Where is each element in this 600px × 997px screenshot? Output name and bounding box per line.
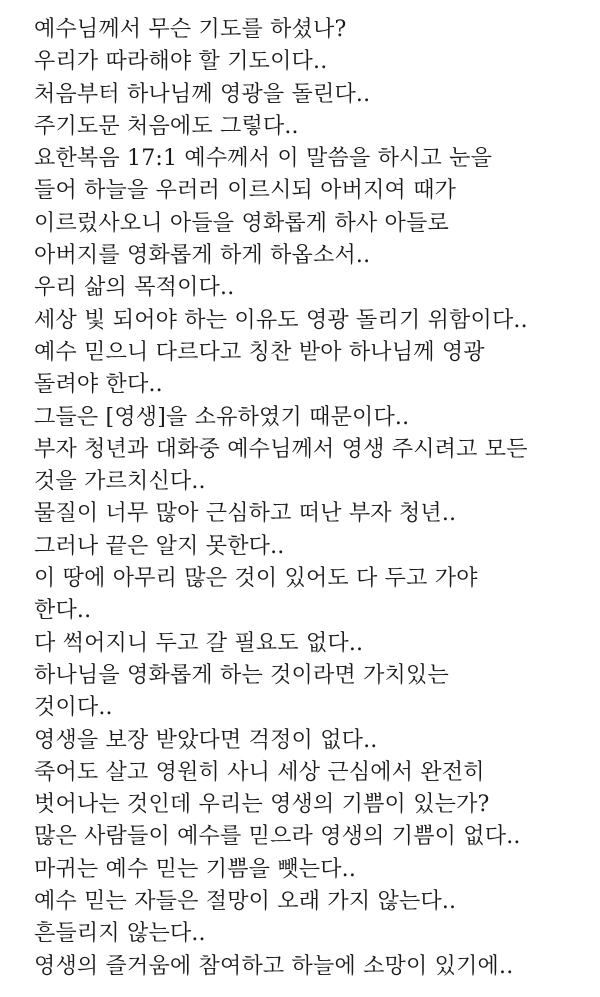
text-line: 영생의 즐거움에 참여하고 하늘에 소망이 있기에.. (34, 953, 514, 979)
text-line: 우리 삶의 목적이다.. (34, 275, 235, 301)
text-line: 아버지를 영화롭게 하게 하옵소서.. (34, 243, 371, 269)
text-line: 우리가 따라해야 할 기도이다.. (34, 49, 328, 75)
text-line: 이 땅에 아무리 많은 것이 있어도 다 두고 가야 (34, 566, 478, 592)
text-line: 다 썩어지니 두고 갈 필요도 없다.. (34, 630, 364, 656)
text-line: 예수님께서 무슨 기도를 하셨나? (34, 17, 347, 42)
text-line: 돌려야 한다.. (34, 372, 163, 398)
text-line: 그들은 [영생]을 소유하였기 때문이다.. (34, 404, 410, 430)
text-line: 주기도문 처음에도 그렇다.. (34, 113, 299, 139)
text-line: 것을 가르치신다.. (34, 469, 206, 495)
text-line: 부자 청년과 대화중 예수님께서 영생 주시려고 모든 (34, 436, 528, 462)
text-line: 그러나 끝은 알지 못한다.. (34, 533, 285, 559)
text-line: 마귀는 예수 믿는 기쁨을 뺏는다.. (34, 856, 357, 882)
text-line: 죽어도 살고 영원히 사니 세상 근심에서 완전히 (34, 759, 485, 785)
text-line: 세상 빛 되어야 하는 이유도 영광 돌리기 위함이다.. (34, 307, 528, 333)
text-line: 것이다.. (34, 695, 113, 721)
text-line: 한다.. (34, 598, 92, 624)
text-line: 물질이 너무 많아 근심하고 떠난 부자 청년.. (34, 501, 457, 527)
text-line: 처음부터 하나님께 영광을 돌린다.. (34, 81, 371, 107)
text-line: 요한복음 17:1 예수께서 이 말씀을 하시고 눈을 (34, 146, 493, 172)
text-line: 많은 사람들이 예수를 믿으라 영생의 기쁨이 없다.. (34, 824, 521, 850)
text-line: 예수 믿으니 다르다고 칭찬 받아 하나님께 영광 (34, 339, 485, 365)
text-line: 영생을 보장 받았다면 걱정이 없다.. (34, 727, 378, 753)
text-line: 들어 하늘을 우러러 이르시되 아버지여 때가 (34, 178, 457, 204)
text-line: 흔들리지 않는다.. (34, 921, 206, 947)
text-line: 이르렀사오니 아들을 영화롭게 하사 아들로 (34, 210, 449, 236)
text-line: 하나님을 영화롭게 하는 것이라면 가치있는 (34, 662, 449, 688)
text-line: 벗어나는 것인데 우리는 영생의 기쁨이 있는가? (34, 792, 490, 818)
text-line: 예수 믿는 자들은 절망이 오래 가지 않는다.. (34, 889, 457, 915)
